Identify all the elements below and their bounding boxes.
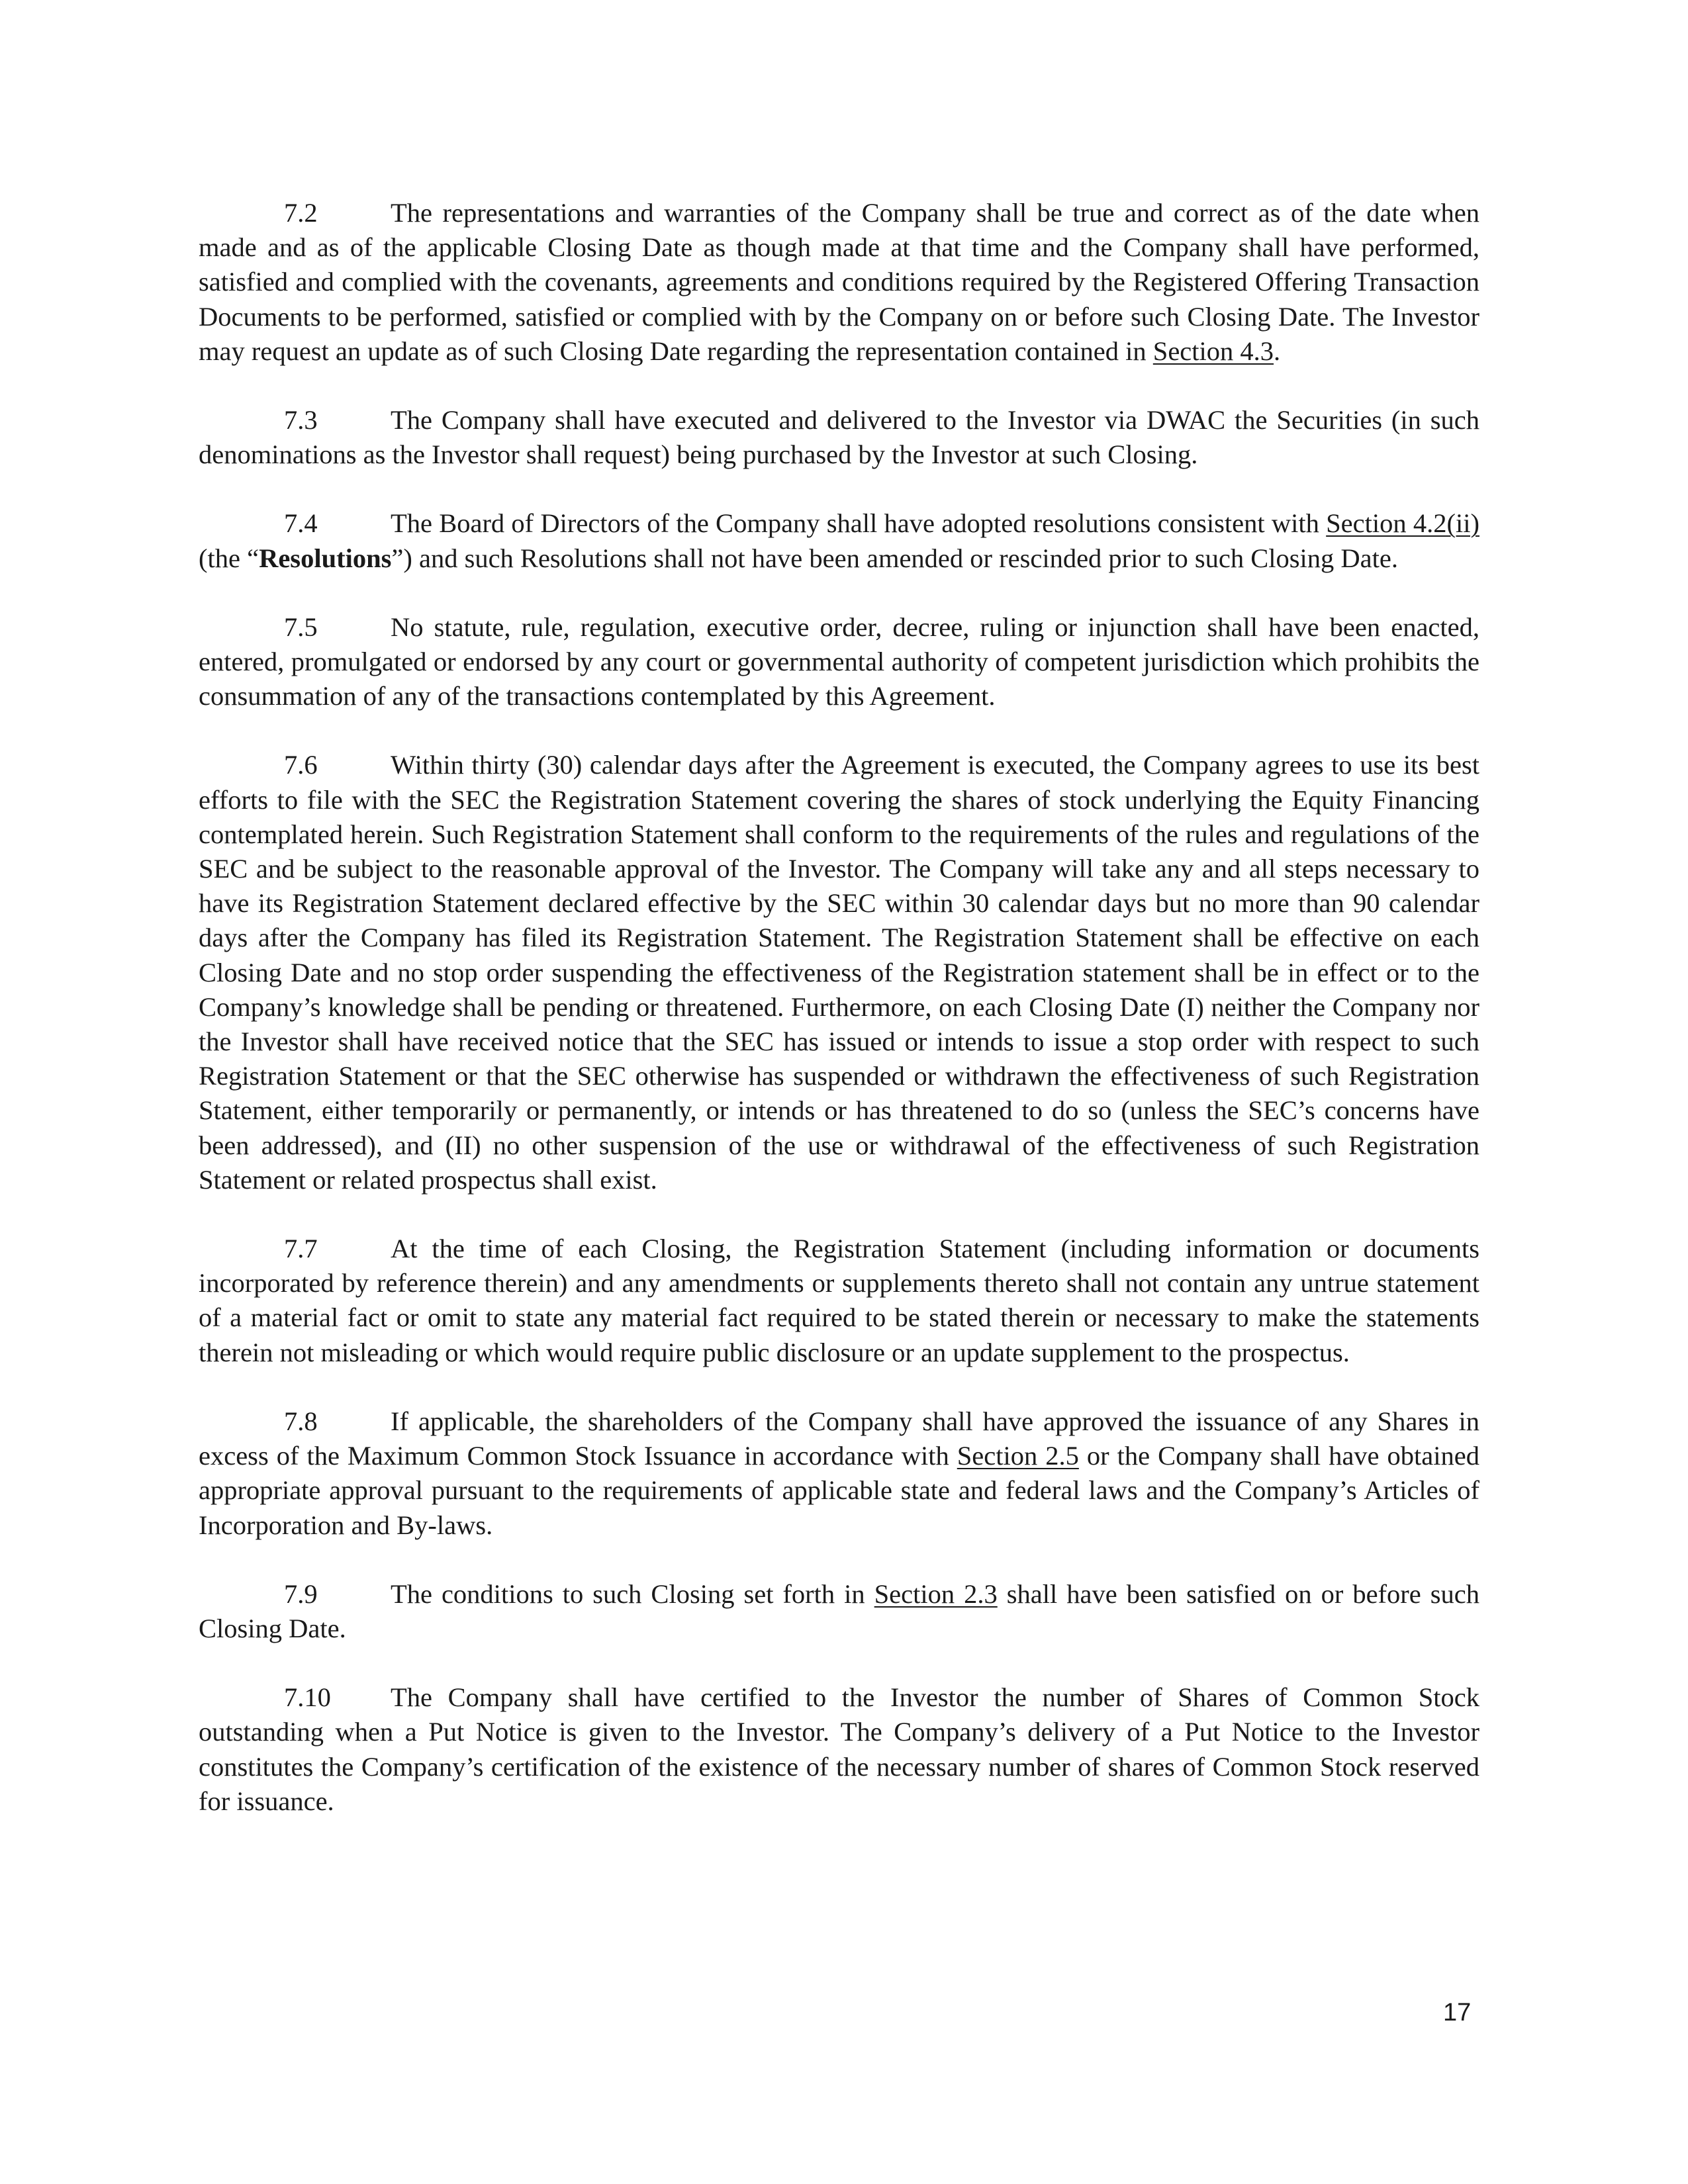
section-number: 7.9 <box>284 1578 318 1609</box>
paragraph-7-2 <box>199 196 1479 369</box>
paragraph-7-10 <box>199 1680 1479 1819</box>
section-reference: Section 4.2(ii) <box>1326 508 1479 539</box>
paragraph-text-tail: . <box>1274 336 1281 366</box>
paragraph-text: If applicable, the shareholders of the Company shall have approved the issuance of any Shares in excess of the Maximum Common Stock Issuance in accordance with <box>199 1406 1479 1471</box>
paragraph-7-9 <box>199 1577 1479 1646</box>
defined-term: Resolutions <box>259 543 392 573</box>
paragraph-text-mid: (the “ <box>199 543 259 573</box>
document-body <box>199 196 1479 1853</box>
paragraph-text-tail: ”) and such Resolutions shall not have been amended or rescinded prior to such Closing Date. <box>391 543 1399 573</box>
section-number: 7.5 <box>284 612 318 642</box>
paragraph-text: Within thirty (30) calendar days after the Agreement is executed, the Company agrees to use its best efforts to file with the SEC the Registration Statement covering the shares of stock underlying the Equity Financing contemplated herein. Such Registration Statement shall conform to the requirements of the rules and regulations of the SEC and be subject to the reasonable approval of the Investor. The Company will take any and all steps necessary to have its Registration Statement declared effective by the SEC within 30 calendar days but no more than 90 calendar days after the Company has filed its Registration Statement. The Registration Statement shall be effective on each Closing Date and no stop order suspending the effectiveness of the Registration statement shall be in effect or to the Company’s knowledge shall be pending or threatened. Furthermore, on each Closing Date (I) neither the Company nor the Investor shall have received notice that the SEC has issued or intends to issue a stop order with respect to such Registration Statement or that the SEC otherwise has suspended or withdrawn the effectiveness of such Registration Statement, either temporarily or permanently, or intends or has threatened to do so (unless the SEC’s concerns have been addressed), and (II) no other suspension of the use or withdrawal of the effectiveness of such Registration Statement or related prospectus shall exist. <box>199 750 1479 1195</box>
paragraph-text: The representations and warranties of the Company shall be true and correct as of the date when made and as of the applicable Closing Date as though made at that time and the Company shall have performed, satisfied and complied with the covenants, agreements and conditions required by the Registered Offering Transaction Documents to be performed, satisfied or complied with by the Company on or before such Closing Date. The Investor may request an update as of such Closing Date regarding the representation contained in <box>199 198 1479 366</box>
paragraph-7-4 <box>199 506 1479 575</box>
paragraph-text: No statute, rule, regulation, executive order, decree, ruling or injunction shall have been enacted, entered, promulgated or endorsed by any court or governmental authority of competent jurisdiction which prohibits the consummation of any of the transactions contemplated by this Agreement. <box>199 612 1479 711</box>
section-number: 7.2 <box>284 198 318 228</box>
paragraph-text: At the time of each Closing, the Registration Statement (including information or documents incorporated by reference therein) and any amendments or supplements thereto shall not contain any untrue statement of a material fact or omit to state any material fact required to be stated therein or necessary to make the statements therein not misleading or which would require public disclosure or an update supplement to the prospectus. <box>199 1234 1479 1367</box>
section-reference: Section 2.3 <box>874 1578 998 1609</box>
paragraph-text: The Company shall have executed and delivered to the Investor via DWAC the Securities (in such denominations as the Investor shall request) being purchased by the Investor at such Closing. <box>199 405 1479 470</box>
paragraph-7-7 <box>199 1232 1479 1370</box>
section-number: 7.7 <box>284 1234 318 1264</box>
section-number: 7.4 <box>284 508 318 539</box>
paragraph-7-8 <box>199 1404 1479 1543</box>
section-number: 7.6 <box>284 750 318 780</box>
paragraph-text: The Company shall have certified to the Investor the number of Shares of Common Stock outstanding when a Put Notice is given to the Investor. The Company’s delivery of a Put Notice to the Investor constitutes the Company’s certification of the existence of the necessary number of shares of Common Stock reserved for issuance. <box>199 1682 1479 1816</box>
paragraph-7-6 <box>199 748 1479 1197</box>
section-number: 7.8 <box>284 1406 318 1436</box>
paragraph-text: The Board of Directors of the Company shall have adopted resolutions consistent with <box>391 508 1327 539</box>
page-number: 17 <box>1443 1999 1472 2026</box>
section-number: 7.10 <box>284 1682 331 1713</box>
section-reference: Section 4.3 <box>1152 336 1274 366</box>
paragraph-text: The conditions to such Closing set forth in <box>391 1578 874 1609</box>
paragraph-7-3 <box>199 403 1479 472</box>
paragraph-text-tail: shall have been satisfied on or before such Closing Date. <box>199 1578 1479 1643</box>
paragraph-7-5 <box>199 610 1479 714</box>
section-number: 7.3 <box>284 405 318 435</box>
section-reference: Section 2.5 <box>957 1441 1079 1471</box>
paragraph-text-tail: or the Company shall have obtained appropriate approval pursuant to the requirements of applicable state and federal laws and the Company’s Articles of Incorporation and By-laws. <box>199 1441 1479 1540</box>
